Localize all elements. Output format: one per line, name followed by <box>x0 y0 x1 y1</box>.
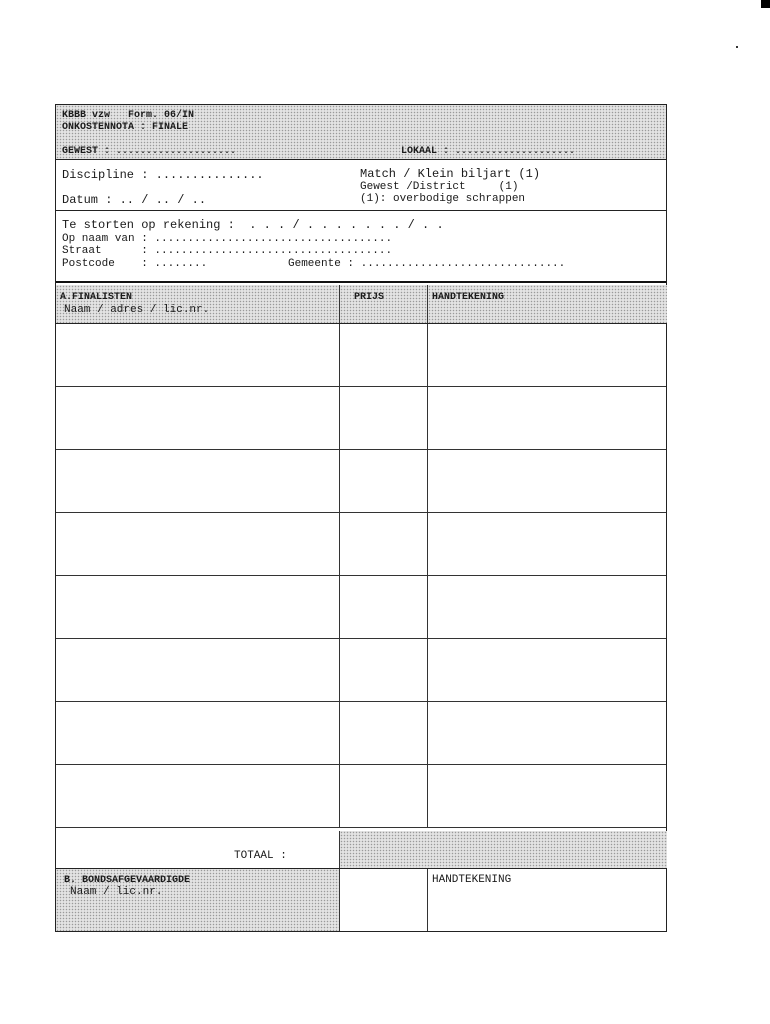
bond-naam-cell[interactable] <box>56 869 339 931</box>
prijs-cell[interactable] <box>339 387 428 449</box>
handtekening-cell[interactable] <box>427 765 667 827</box>
postcode-field[interactable]: Postcode : ........ <box>62 258 208 270</box>
form-header <box>56 105 666 160</box>
naam-cell[interactable] <box>56 765 339 827</box>
naam-cell[interactable] <box>56 450 339 512</box>
handtekening-cell[interactable] <box>427 576 667 638</box>
naam-cell[interactable] <box>56 513 339 575</box>
col-handtekening-label: HANDTEKENING <box>432 292 505 303</box>
bond-handtekening-label: HANDTEKENING <box>432 874 512 886</box>
col-naam-sub: Naam / adres / lic.nr. <box>64 304 210 316</box>
table-row <box>56 702 666 765</box>
table-row <box>56 513 666 576</box>
bond-prijs-cell[interactable] <box>339 869 428 931</box>
form-title: ONKOSTENNOTA : FINALE <box>62 122 189 133</box>
straat-field[interactable]: Straat : .................................... <box>62 245 393 257</box>
table-row <box>56 450 666 513</box>
handtekening-cell[interactable] <box>427 324 667 386</box>
totaal-value-cell[interactable] <box>339 831 667 868</box>
totaal-row <box>56 831 666 869</box>
discipline-field[interactable]: Discipline : ............... <box>62 168 264 182</box>
prijs-cell[interactable] <box>339 639 428 701</box>
op-naam-field[interactable]: Op naam van : .................................... <box>62 233 393 245</box>
corner-mark <box>761 0 770 8</box>
datum-field[interactable]: Datum : .. / .. / .. <box>62 193 207 207</box>
handtekening-cell[interactable] <box>427 513 667 575</box>
section-b-title: B. BONDSAFGEVAARDIGDE <box>64 875 191 886</box>
bond-handtekening-cell[interactable] <box>427 869 667 931</box>
prijs-cell[interactable] <box>339 765 428 827</box>
bond-naam-sub: Naam / lic.nr. <box>70 886 163 898</box>
form-id: KBBB vzw Form. 06/IN <box>62 110 195 121</box>
section-a-title: A.FINALISTEN <box>60 292 133 303</box>
table-row <box>56 639 666 702</box>
prijs-cell[interactable] <box>339 576 428 638</box>
table-row <box>56 324 666 387</box>
naam-cell[interactable] <box>56 639 339 701</box>
match-option[interactable]: Match / Klein biljart (1) <box>360 167 541 181</box>
schrappen-note: (1): overbodige schrappen <box>360 193 526 205</box>
totaal-label-cell <box>56 831 339 868</box>
bondsafgevaardigde-section <box>56 869 666 931</box>
handtekening-cell[interactable] <box>427 387 667 449</box>
prijs-cell[interactable] <box>339 450 428 512</box>
handtekening-cell[interactable] <box>427 702 667 764</box>
gewest-option[interactable]: Gewest /District (1) <box>360 181 519 193</box>
rekening-field[interactable]: Te storten op rekening : . . . / . . . . . . . / . . <box>62 218 444 232</box>
col-naam-header <box>56 285 339 323</box>
prijs-cell[interactable] <box>339 513 428 575</box>
finalists-table-header <box>56 285 666 324</box>
handtekening-cell[interactable] <box>427 450 667 512</box>
gemeente-field[interactable]: Gemeente : ............................... <box>288 258 566 270</box>
table-row <box>56 576 666 639</box>
table-row <box>56 387 666 450</box>
prijs-cell[interactable] <box>339 702 428 764</box>
discipline-section <box>56 160 666 211</box>
col-prijs-label: PRIJS <box>354 292 385 303</box>
col-prijs-header <box>339 285 428 323</box>
prijs-cell[interactable] <box>339 324 428 386</box>
naam-cell[interactable] <box>56 576 339 638</box>
lokaal-field[interactable]: LOKAAL : .................... <box>401 146 576 157</box>
naam-cell[interactable] <box>56 387 339 449</box>
table-row <box>56 765 666 828</box>
col-handtekening-header <box>427 285 667 323</box>
account-section <box>56 211 666 283</box>
gewest-field[interactable]: GEWEST : .................... <box>62 146 237 157</box>
totaal-label: TOTAAL : <box>234 850 287 862</box>
expense-form <box>55 104 667 932</box>
scan-dot <box>736 46 738 48</box>
naam-cell[interactable] <box>56 324 339 386</box>
naam-cell[interactable] <box>56 702 339 764</box>
handtekening-cell[interactable] <box>427 639 667 701</box>
